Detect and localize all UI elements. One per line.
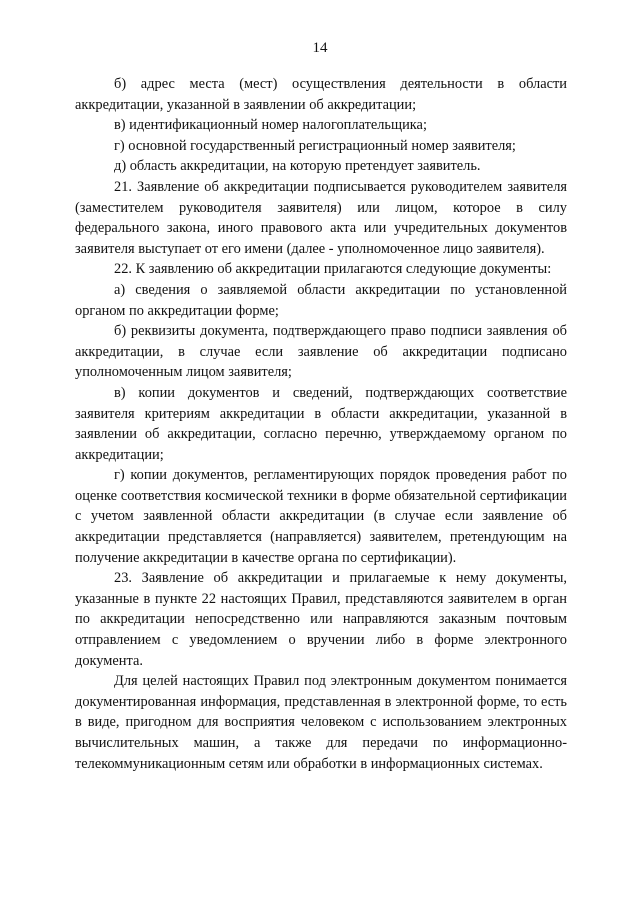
paragraph-clause-22-g: г) копии документов, регламентирующих порядок проведения работ по оценке соответствия космической техники в форме обязательной сертификации с учетом заявленной области аккредитации (в случае если заявление об аккредитации представляется (направляется) заявителем, претендующим на получение аккредитации в качестве органа по сертификации). xyxy=(75,467,567,566)
paragraph-item-g-ogrn: г) основной государственный регистрационный номер заявителя; xyxy=(114,137,516,154)
document-body xyxy=(75,74,567,774)
page-number: 14 xyxy=(312,40,328,56)
paragraph-clause-21: 21. Заявление об аккредитации подписывается руководителем заявителя (заместителем руководителя заявителя) или лицом, которое в силу федерального закона, иного правового акта или учредительных документов заявителя выступает от его имени (далее - уполномоченное лицо заявителя). xyxy=(75,178,567,257)
paragraph-clause-22: 22. К заявлению об аккредитации прилагаются следующие документы: xyxy=(114,261,552,278)
paragraph-electronic-document-definition: Для целей настоящих Правил под электронным документом понимается документированная информация, представленная в электронной форме, то есть в виде, пригодном для восприятия человеком с использованием электронных вычислительных машин, а также для передачи по информационно-телекоммуникационным сетям или обработки в информационных системах. xyxy=(75,673,567,772)
paragraph-item-b-address: б) адрес места (мест) осуществления деятельности в области аккредитации, указанной в заявлении об аккредитации; xyxy=(75,76,567,113)
paragraph-clause-22-a: а) сведения о заявляемой области аккредитации по установленной органом по аккредитации форме; xyxy=(75,281,567,319)
paragraph-clause-22-v: в) копии документов и сведений, подтверждающих соответствие заявителя критериям аккредитации в области аккредитации, указанной в заявлении об аккредитации, согласно перечню, утверждаемому органом по аккредитации; xyxy=(75,384,567,463)
paragraph-item-v-inn: в) идентификационный номер налогоплательщика; xyxy=(114,117,427,134)
paragraph-clause-22-b: б) реквизиты документа, подтверждающего право подписи заявления об аккредитации, в случае если заявление об аккредитации подписано уполномоченным лицом заявителя; xyxy=(75,323,567,381)
paragraph-clause-23: 23. Заявление об аккредитации и прилагаемые к нему документы, указанные в пункте 22 настоящих Правил, представляются заявителем в орган по аккредитации непосредственно или направляются заказным почтовым отправлением с уведомлением о вручении либо в форме электронного документа. xyxy=(75,570,567,669)
paragraph-item-d-scope: д) область аккредитации, на которую претендует заявитель. xyxy=(114,158,481,175)
